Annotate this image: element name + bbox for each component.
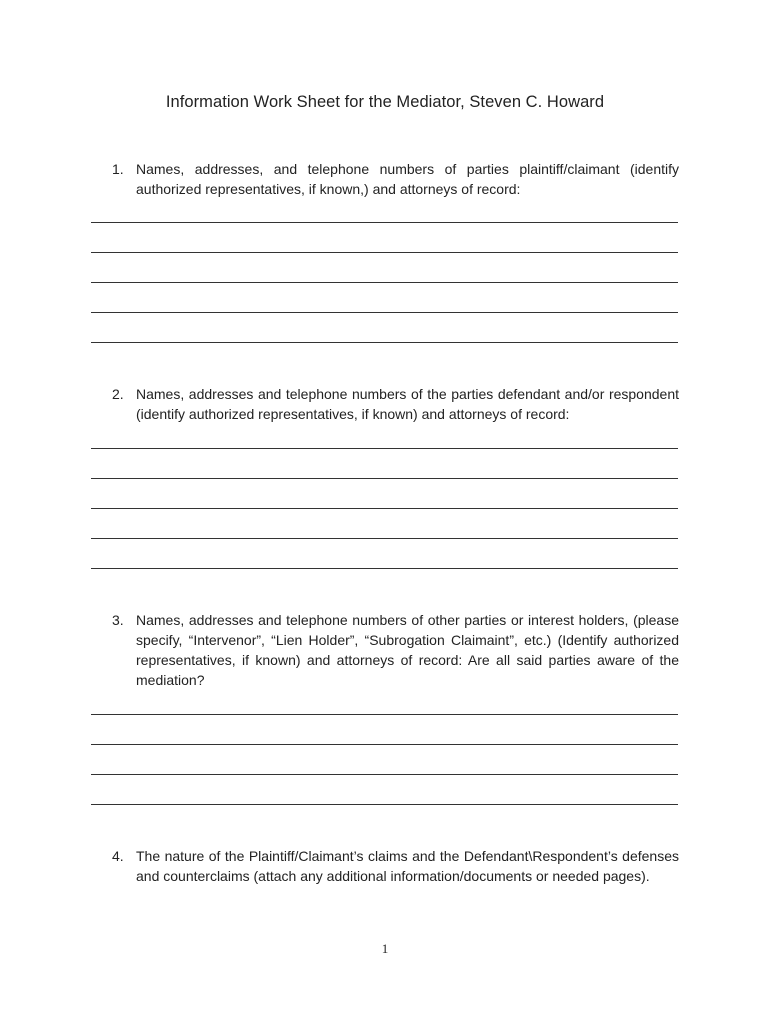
question-text: Names, addresses and telephone numbers of other parties or interest holders, (please specify, “Intervenor”, “Lien Holder”, “Subrogation Claimaint”, etc.) (Identify authorized representatives, if known) and attorneys of record: Are all said parties aware of the mediation? <box>136 612 679 688</box>
question-number: 3. <box>112 612 124 628</box>
question-number: 2. <box>112 386 124 402</box>
question-1 <box>112 159 679 199</box>
question-4 <box>112 846 679 886</box>
answer-line[interactable] <box>91 342 678 343</box>
answer-line[interactable] <box>91 714 678 715</box>
question-number: 1. <box>112 161 124 177</box>
question-text: Names, addresses, and telephone numbers of parties plaintiff/claimant (identify authorized representatives, if known,) and attorneys of record: <box>136 161 679 197</box>
question-text: The nature of the Plaintiff/Claimant’s claims and the Defendant\Respondent’s defenses and counterclaims (attach any additional information/documents or needed pages). <box>136 848 679 884</box>
answer-line[interactable] <box>91 282 678 283</box>
answer-line[interactable] <box>91 312 678 313</box>
question-3 <box>112 610 679 690</box>
page-number: 1 <box>381 941 389 956</box>
answer-line[interactable] <box>91 568 678 569</box>
page-title: Information Work Sheet for the Mediator, Steven C. Howard <box>165 93 605 111</box>
answer-line[interactable] <box>91 222 678 223</box>
question-number: 4. <box>112 848 124 864</box>
answer-line[interactable] <box>91 744 678 745</box>
answer-line[interactable] <box>91 804 678 805</box>
question-2 <box>112 384 679 424</box>
answer-line[interactable] <box>91 538 678 539</box>
answer-line[interactable] <box>91 448 678 449</box>
answer-line[interactable] <box>91 478 678 479</box>
answer-line[interactable] <box>91 508 678 509</box>
answer-line[interactable] <box>91 252 678 253</box>
question-text: Names, addresses and telephone numbers of the parties defendant and/or respondent (identify authorized representatives, if known) and attorneys of record: <box>136 386 679 422</box>
answer-line[interactable] <box>91 774 678 775</box>
